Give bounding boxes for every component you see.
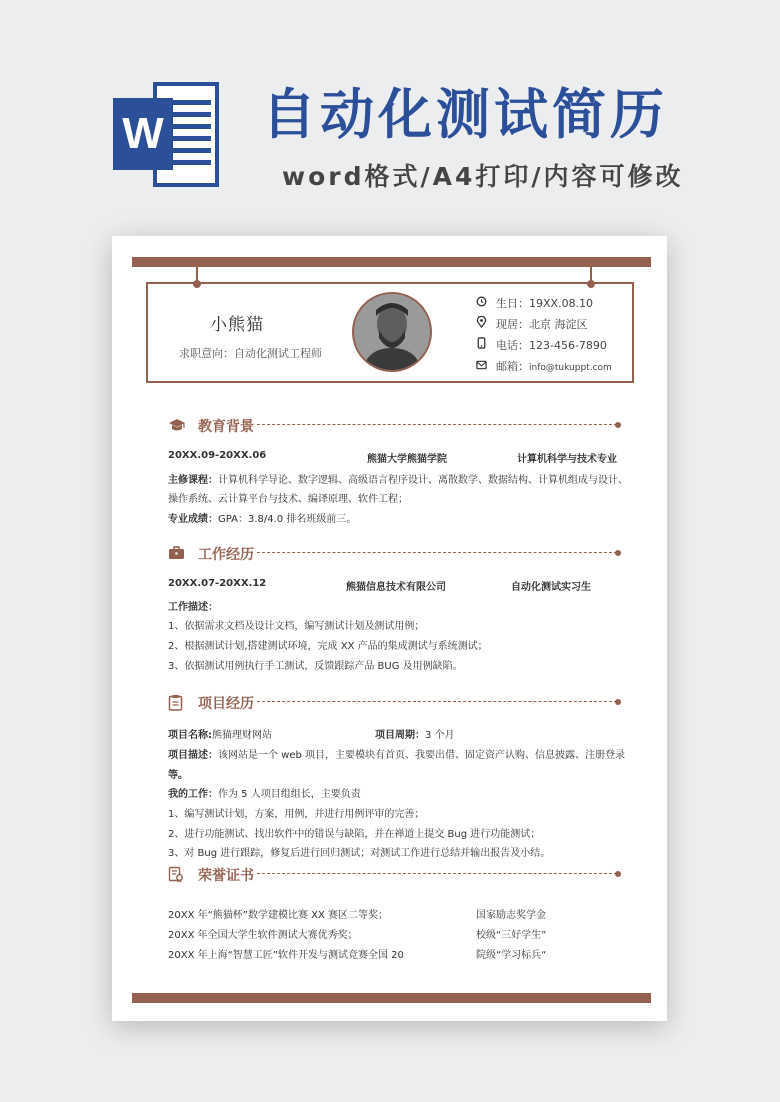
info-location: 现居：北京 海淀区 (475, 316, 588, 332)
edu-courses-line1: 主修课程：计算机科学导论、数字逻辑、高级语言程序设计、离散数学、数据结构、计算机组成与设计、 (168, 475, 628, 486)
phone-icon (475, 337, 487, 352)
honor-award: 院级“学习标兵“ (476, 950, 547, 961)
honor-award: 国家励志奖学金 (476, 910, 546, 921)
honor-award: 校级“三好学生” (476, 930, 547, 941)
location-value: 北京 海淀区 (529, 318, 588, 331)
profile-name: 小熊猫 (210, 315, 264, 335)
project-period: 项目周期：3 个月 (375, 730, 455, 741)
sub-title: word格式/A4打印/内容可修改 (282, 162, 684, 191)
clipboard-icon (168, 694, 184, 710)
word-logo-letter: W (113, 98, 173, 170)
main-title: 自动化测试简历 (262, 83, 668, 146)
briefcase-icon (168, 545, 184, 561)
section-divider-dot (615, 422, 621, 428)
work-role: 自动化测试实习生 (511, 582, 591, 593)
project-desc-line2: 等。 (168, 770, 188, 781)
section-divider-dot (615, 550, 621, 556)
project-item: 3、对 Bug 进行跟踪，修复后进行回归测试；对测试工作进行总结并输出报告及小结。 (168, 848, 551, 859)
avatar (352, 292, 432, 372)
work-item: 3、依据测试用例执行手工测试，反馈跟踪产品 BUG 及用例缺陷。 (168, 661, 463, 672)
phone-value: 123-456-7890 (529, 339, 607, 352)
work-item: 2、根据测试计划,搭建测试环境，完成 XX 产品的集成测试与系统测试； (168, 641, 488, 652)
project-item: 1、编写测试计划，方案，用例，并进行用例评审的完善； (168, 809, 425, 820)
honor-item: 20XX 年全国大学生软件测试大赛优秀奖； (168, 930, 358, 941)
word-logo-icon (113, 82, 219, 187)
certificate-icon (168, 866, 184, 882)
edu-major: 计算机科学与技术专业 (517, 454, 617, 465)
project-name: 项目名称:熊猫理财网站 (168, 730, 272, 741)
edu-school: 熊猫大学熊猫学院 (367, 454, 447, 465)
work-item: 1、依据需求文档及设计文档，编写测试计划及测试用例； (168, 621, 425, 632)
banner (0, 0, 780, 230)
section-divider (257, 552, 617, 553)
section-divider-dot (615, 871, 621, 877)
project-mywork: 我的工作：作为 5 人项目组组长，主要负责 (168, 789, 361, 800)
bottom-bar (132, 993, 651, 1003)
section-divider (257, 424, 617, 425)
edu-courses-line2: 操作系统、云计算平台与技术、编译原理、软件工程； (168, 494, 408, 505)
graduation-cap-icon (168, 417, 184, 433)
resume-page: 小熊猫 求职意向：自动化测试工程师 生日：19XX.08.10 现居：北京 海淀区 电话：123-456-7890 邮箱：info@tukuppt.com 教育背景 20XX.09-20XX.06 熊猫大学熊猫学院 计算机科学与技术专业 主修课程：计算机科学导论、数字逻辑、高级语言程序设计、离散数学、数据结构、计算机组成与设计、 操作系统、云计算平台与技术、编译原理、软件工程； 专业成绩：GPA：3.8/4.0 排名班级前三。 工作经历 20XX.07-20XX.12 熊猫信息技术有限公司 自动化测试实习生 工作描述： 1、依据需求文档及设计文档，编写测试计划及测试用例； 2、根据测试计划,搭建测试环境，完成 XX 产品的集成测试与系统测试； 3、依据测试用例执行手工测试，反馈跟踪产品 BUG 及用例缺陷。 项目经历 项目名称:熊猫理财网站 项目周期：3 个月 项目描述：该网站是一个 web 项目，主要模块有首页、我要出借、固定资产认购、信息披露、注册登录 等。 我的工作：作为 5 人项目组组长，主要负责 1、编写测试计划，方案，用例，并进行用例评审的完善； 2、进行功能测试、找出软件中的错误与缺陷，并在禅道上提交 Bug 进行功能测试； 3、对 Bug 进行跟踪，修复后进行回归测试；对测试工作进行总结并输出报告及小结。 荣誉证书 20XX 年“熊猫杯”数学建模比赛 XX 赛区二等奖； 20XX 年全国大学生软件测试大赛优秀奖； 20XX 年上海“智慧工匠”软件开发与测试竞赛全国 20 国家励志奖学金 校级“三好学生” 院级“学习标兵“ (112, 236, 667, 1021)
work-desc-label: 工作描述： (168, 602, 218, 613)
info-phone: 电话：123-456-7890 (475, 337, 607, 353)
mail-icon (475, 360, 487, 373)
clock-icon (475, 296, 487, 310)
job-intent: 求职意向：自动化测试工程师 (179, 347, 322, 360)
edu-period: 20XX.09-20XX.06 (168, 450, 267, 461)
edu-gpa: 专业成绩：GPA：3.8/4.0 排名班级前三。 (168, 514, 357, 525)
profile-header (146, 282, 634, 383)
work-period: 20XX.07-20XX.12 (168, 578, 267, 589)
email-value: info@tukuppt.com (529, 363, 612, 373)
project-desc-line1: 项目描述：该网站是一个 web 项目，主要模块有首页、我要出借、固定资产认购、信息披露、注册登录 (168, 750, 626, 761)
info-email: 邮箱：info@tukuppt.com (475, 358, 612, 374)
section-divider-dot (615, 699, 621, 705)
info-birthday: 生日：19XX.08.10 (475, 295, 593, 311)
honor-item: 20XX 年上海“智慧工匠”软件开发与测试竞赛全国 20 (168, 950, 404, 961)
project-item: 2、进行功能测试、找出软件中的错误与缺陷，并在禅道上提交 Bug 进行功能测试； (168, 829, 541, 840)
work-company: 熊猫信息技术有限公司 (346, 582, 446, 593)
location-icon (475, 316, 487, 331)
honor-item: 20XX 年“熊猫杯”数学建模比赛 XX 赛区二等奖； (168, 910, 389, 921)
top-bar (132, 257, 651, 267)
section-divider (257, 701, 617, 702)
section-divider (257, 873, 617, 874)
birthday-value: 19XX.08.10 (529, 297, 594, 310)
